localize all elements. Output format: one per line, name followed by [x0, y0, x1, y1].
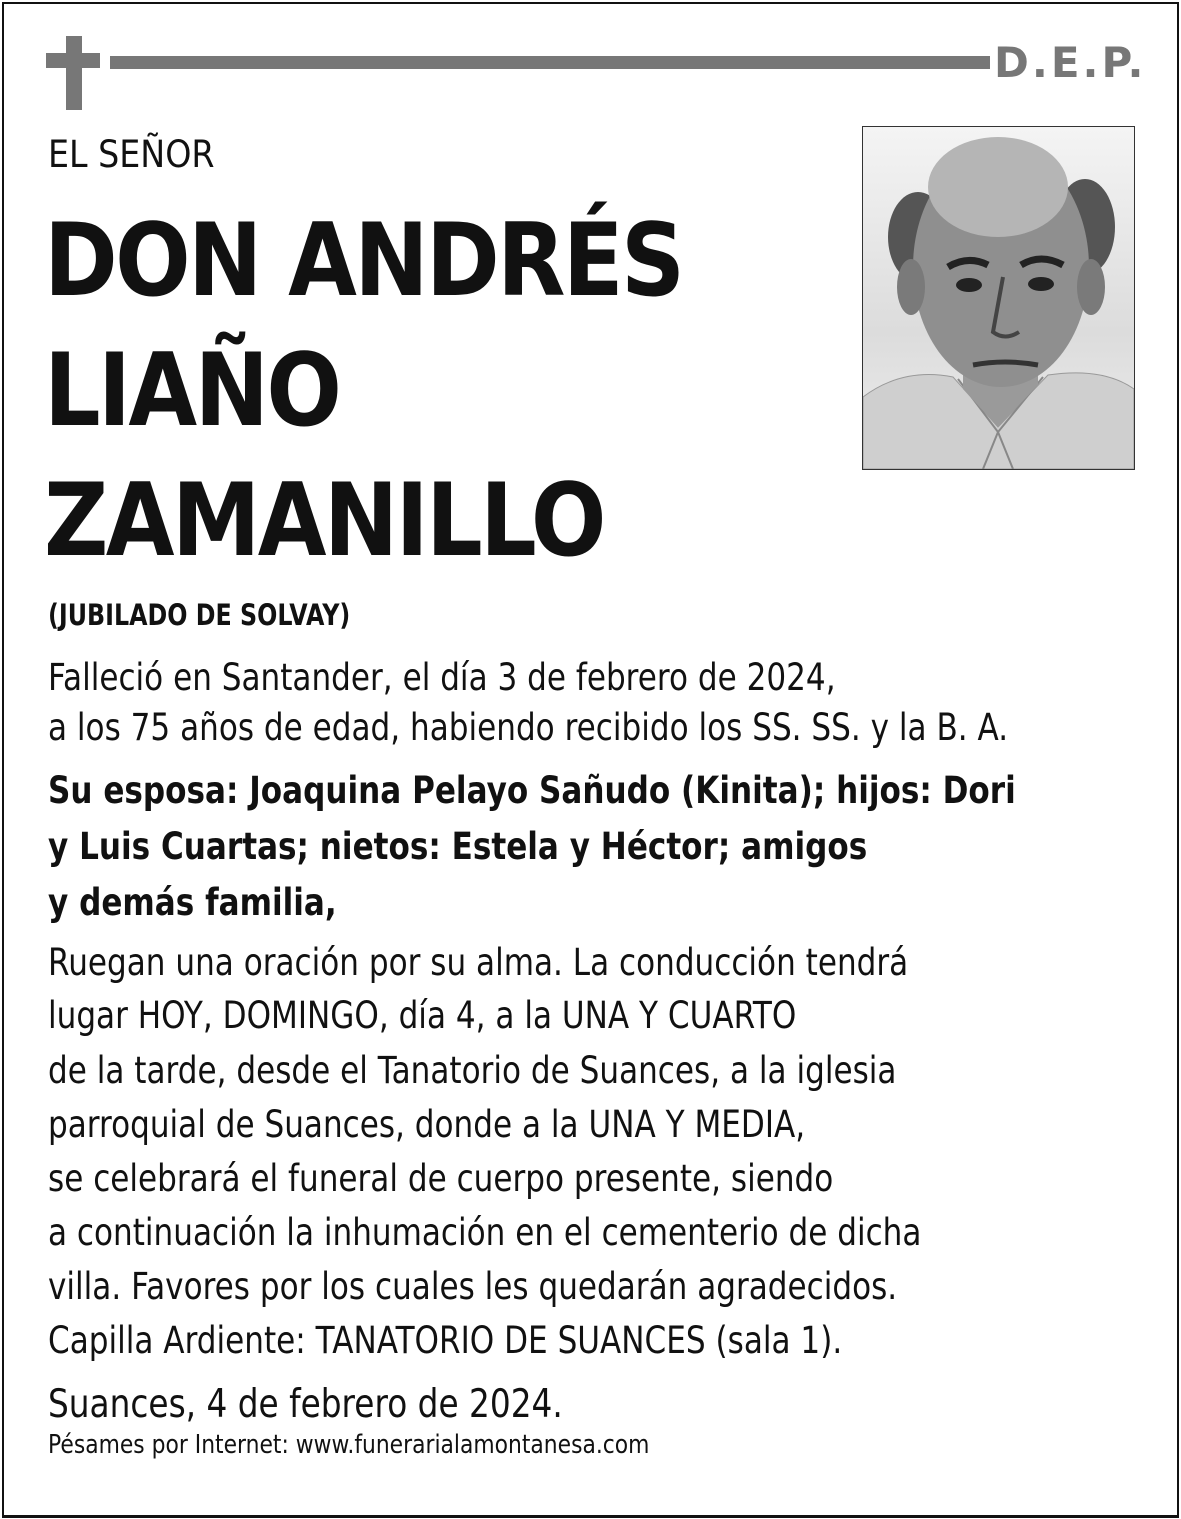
death-line-1: Falleció en Santander, el día 3 de febrero de 2024,: [48, 656, 836, 699]
family-line-3: y demás familia,: [48, 881, 337, 924]
prefix: EL SEÑOR: [48, 133, 215, 176]
body-line-8: Capilla Ardiente: TANATORIO DE SUANCES (sala 1).: [48, 1319, 843, 1362]
portrait-photo: [862, 126, 1135, 470]
name-line-2: LIAÑO: [44, 331, 340, 449]
family-line-1: Su esposa: Joaquina Pelayo Sañudo (Kinita); hijos: Dori: [48, 769, 1016, 812]
body-line-2: lugar HOY, DOMINGO, día 4, a la UNA Y CUARTO: [48, 994, 797, 1037]
name-line-1: DON ANDRÉS: [44, 201, 683, 319]
body-line-7: villa. Favores por los cuales les quedarán agradecidos.: [48, 1265, 898, 1308]
dep-label: D.E.P.: [994, 38, 1147, 87]
body-line-5: se celebrará el funeral de cuerpo presente, siendo: [48, 1157, 834, 1200]
body-line-1: Ruegan una oración por su alma. La conducción tendrá: [48, 941, 909, 984]
death-line-2: a los 75 años de edad, habiendo recibido los SS. SS. y la B. A.: [48, 706, 1009, 749]
occupation: (JUBILADO DE SOLVAY): [48, 598, 351, 632]
family-line-2: y Luis Cuartas; nietos: Estela y Héctor; amigos: [48, 825, 868, 868]
name-line-3: ZAMANILLO: [44, 461, 604, 579]
cross-icon: [46, 36, 100, 110]
place-date: Suances, 4 de febrero de 2024.: [48, 1382, 563, 1427]
body-line-4: parroquial de Suances, donde a la UNA Y MEDIA,: [48, 1103, 806, 1146]
body-line-6: a continuación la inhumación en el cementerio de dicha: [48, 1211, 922, 1254]
header-rule: [110, 56, 990, 69]
body-line-3: de la tarde, desde el Tanatorio de Suances, a la iglesia: [48, 1049, 897, 1092]
condolences-line: Pésames por Internet: www.funerarialamontanesa.com: [48, 1430, 650, 1460]
